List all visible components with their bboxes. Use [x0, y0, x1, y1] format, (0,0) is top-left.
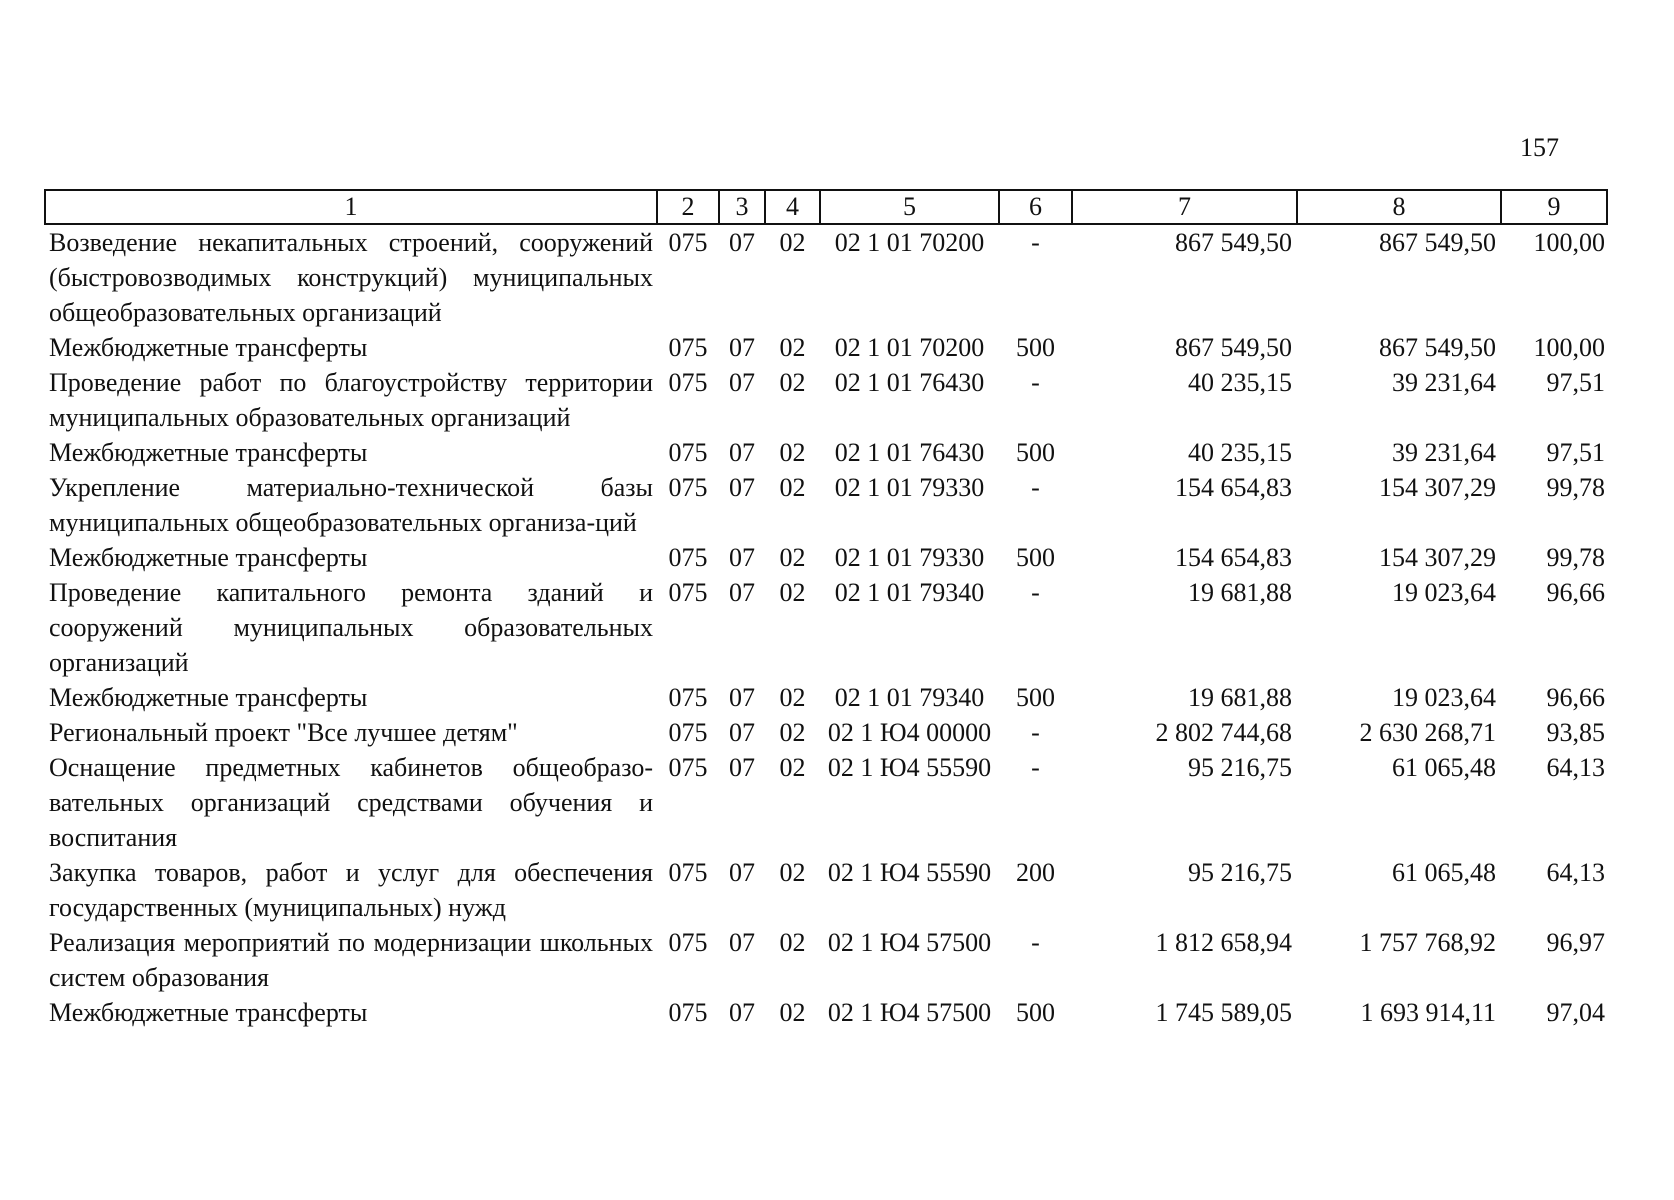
- row-percent: 97,04: [1546, 998, 1605, 1027]
- row-planned: 867 549,50: [1175, 228, 1292, 257]
- row-executed: 154 307,29: [1379, 543, 1496, 572]
- row-executed: 39 231,64: [1392, 438, 1496, 467]
- row-expense-type: 500: [1016, 543, 1055, 572]
- row-subsection: 02: [779, 473, 806, 502]
- table-row: [45, 330, 1607, 365]
- row-section: 07: [729, 928, 755, 957]
- row-planned: 95 216,75: [1188, 858, 1292, 887]
- header-col-2: 2: [657, 190, 719, 224]
- row-target-article: 02 1 01 79340: [834, 683, 985, 712]
- row-expense-type: -: [1031, 228, 1040, 257]
- row-section: 07: [729, 998, 755, 1027]
- header-col-9: 9: [1501, 190, 1607, 224]
- row-target-article: 02 1 01 79330: [834, 543, 985, 572]
- row-expense-type: -: [1031, 368, 1040, 397]
- table-row: [45, 365, 1607, 435]
- row-admin-code: 075: [668, 543, 708, 572]
- row-admin-code: 075: [668, 858, 708, 887]
- row-target-article: 02 1 01 79340: [834, 578, 985, 607]
- page-number: 157: [1520, 133, 1559, 162]
- row-subsection: 02: [779, 228, 806, 257]
- row-percent: 96,66: [1546, 683, 1605, 712]
- row-expense-type: -: [1031, 753, 1040, 782]
- row-subsection: 02: [779, 928, 806, 957]
- row-subsection: 02: [779, 858, 806, 887]
- row-percent: 99,78: [1546, 543, 1605, 572]
- row-admin-code: 075: [668, 333, 708, 362]
- header-col-4: 4: [765, 190, 820, 224]
- row-subsection: 02: [779, 753, 806, 782]
- row-target-article: 02 1 01 76430: [834, 368, 985, 397]
- row-percent: 93,85: [1546, 718, 1605, 747]
- row-subsection: 02: [779, 683, 806, 712]
- row-planned: 95 216,75: [1188, 753, 1292, 782]
- row-subsection: 02: [779, 578, 806, 607]
- row-admin-code: 075: [668, 928, 708, 957]
- row-executed: 39 231,64: [1392, 368, 1496, 397]
- header-col-3: 3: [719, 190, 765, 224]
- row-subsection: 02: [779, 333, 806, 362]
- row-name: Проведение капитального ремонта зданий и сооружений муниципальных образовательных организаций: [49, 578, 653, 677]
- row-planned: 154 654,83: [1175, 473, 1292, 502]
- row-admin-code: 075: [668, 753, 708, 782]
- row-subsection: 02: [779, 998, 806, 1027]
- row-executed: 19 023,64: [1392, 578, 1496, 607]
- row-subsection: 02: [779, 543, 806, 572]
- row-executed: 1 757 768,92: [1359, 928, 1496, 957]
- row-name: Межбюджетные трансферты: [49, 333, 368, 362]
- row-executed: 61 065,48: [1392, 858, 1496, 887]
- row-name: Межбюджетные трансферты: [49, 998, 368, 1027]
- row-name: Проведение работ по благоустройству территории муниципальных образовательных организаций: [49, 368, 653, 432]
- row-target-article: 02 1 01 76430: [834, 438, 985, 467]
- row-admin-code: 075: [668, 473, 708, 502]
- table-row: [45, 575, 1607, 680]
- row-planned: 2 802 744,68: [1155, 718, 1292, 747]
- row-section: 07: [729, 753, 755, 782]
- row-expense-type: -: [1031, 578, 1040, 607]
- row-target-article: 02 1 Ю4 57500: [827, 928, 992, 957]
- row-percent: 64,13: [1546, 753, 1605, 782]
- row-section: 07: [729, 683, 755, 712]
- header-col-1: 1: [45, 190, 657, 224]
- table-row: [45, 435, 1607, 470]
- row-expense-type: 500: [1016, 438, 1055, 467]
- row-section: 07: [729, 368, 755, 397]
- row-section: 07: [729, 333, 755, 362]
- row-name: Межбюджетные трансферты: [49, 438, 368, 467]
- row-section: 07: [729, 228, 755, 257]
- row-subsection: 02: [779, 718, 806, 747]
- row-name: Оснащение предметных кабинетов общеобразо-вательных организаций средствами обучения и воспитания: [49, 753, 653, 852]
- row-admin-code: 075: [668, 683, 708, 712]
- row-executed: 867 549,50: [1379, 228, 1496, 257]
- row-admin-code: 075: [668, 998, 708, 1027]
- header-col-5: 5: [820, 190, 999, 224]
- row-executed: 19 023,64: [1392, 683, 1496, 712]
- row-executed: 2 630 268,71: [1359, 718, 1496, 747]
- row-executed: 867 549,50: [1379, 333, 1496, 362]
- row-expense-type: -: [1031, 718, 1040, 747]
- row-section: 07: [729, 438, 755, 467]
- row-percent: 97,51: [1546, 438, 1605, 467]
- row-percent: 96,66: [1546, 578, 1605, 607]
- row-percent: 64,13: [1546, 858, 1605, 887]
- row-planned: 867 549,50: [1175, 333, 1292, 362]
- header-col-7: 7: [1072, 190, 1297, 224]
- row-name: Реализация мероприятий по модернизации школьных систем образования: [49, 928, 653, 992]
- row-admin-code: 075: [668, 578, 708, 607]
- row-target-article: 02 1 01 70200: [834, 228, 985, 257]
- row-subsection: 02: [779, 368, 806, 397]
- header-col-8: 8: [1297, 190, 1501, 224]
- row-name: Укрепление материально-технической базы муниципальных общеобразовательных организа-ций: [49, 473, 653, 537]
- row-expense-type: 200: [1016, 858, 1055, 887]
- table-row: [45, 715, 1607, 750]
- table-row: [45, 680, 1607, 715]
- row-expense-type: 500: [1016, 683, 1055, 712]
- budget-execution-table: [44, 189, 1608, 1030]
- header-row: [45, 190, 1607, 224]
- row-section: 07: [729, 473, 755, 502]
- row-section: 07: [729, 718, 755, 747]
- row-subsection: 02: [779, 438, 806, 467]
- row-executed: 1 693 914,11: [1360, 998, 1496, 1027]
- row-planned: 19 681,88: [1188, 683, 1292, 712]
- row-executed: 154 307,29: [1379, 473, 1496, 502]
- row-percent: 97,51: [1546, 368, 1605, 397]
- row-target-article: 02 1 Ю4 00000: [827, 718, 992, 747]
- row-section: 07: [729, 543, 755, 572]
- row-name: Межбюджетные трансферты: [49, 683, 368, 712]
- row-expense-type: -: [1031, 473, 1040, 502]
- row-target-article: 02 1 01 70200: [834, 333, 985, 362]
- row-planned: 1 745 589,05: [1155, 998, 1292, 1027]
- row-admin-code: 075: [668, 228, 708, 257]
- row-executed: 61 065,48: [1392, 753, 1496, 782]
- row-planned: 154 654,83: [1175, 543, 1292, 572]
- row-name: Возведение некапитальных строений, сооружений (быстровозводимых конструкций) муниципальных общеобразовательных организаций: [49, 228, 653, 327]
- row-admin-code: 075: [668, 368, 708, 397]
- row-name: Межбюджетные трансферты: [49, 543, 368, 572]
- row-admin-code: 075: [668, 438, 708, 467]
- row-expense-type: 500: [1016, 333, 1055, 362]
- row-expense-type: 500: [1016, 998, 1055, 1027]
- row-target-article: 02 1 Ю4 55590: [827, 753, 992, 782]
- row-expense-type: -: [1031, 928, 1040, 957]
- header-col-6: 6: [999, 190, 1072, 224]
- table-row: [45, 540, 1607, 575]
- table-row: [45, 995, 1607, 1030]
- table-header: [45, 190, 1607, 224]
- row-target-article: 02 1 01 79330: [834, 473, 985, 502]
- row-name: Региональный проект "Все лучшее детям": [49, 718, 518, 747]
- row-planned: 40 235,15: [1188, 438, 1292, 467]
- table-row: [45, 855, 1607, 925]
- row-name: Закупка товаров, работ и услуг для обеспечения государственных (муниципальных) нужд: [49, 858, 653, 922]
- table-row: [45, 925, 1607, 995]
- row-percent: 100,00: [1533, 333, 1605, 362]
- row-planned: 1 812 658,94: [1155, 928, 1292, 957]
- row-admin-code: 075: [668, 718, 708, 747]
- row-target-article: 02 1 Ю4 55590: [827, 858, 992, 887]
- row-percent: 100,00: [1533, 228, 1605, 257]
- row-section: 07: [729, 578, 755, 607]
- row-section: 07: [729, 858, 755, 887]
- row-planned: 40 235,15: [1188, 368, 1292, 397]
- table-row: [45, 224, 1607, 330]
- row-planned: 19 681,88: [1188, 578, 1292, 607]
- table-row: [45, 470, 1607, 540]
- row-percent: 99,78: [1546, 473, 1605, 502]
- row-percent: 96,97: [1546, 928, 1605, 957]
- row-target-article: 02 1 Ю4 57500: [827, 998, 992, 1027]
- table-body: [45, 224, 1607, 1030]
- table-row: [45, 750, 1607, 855]
